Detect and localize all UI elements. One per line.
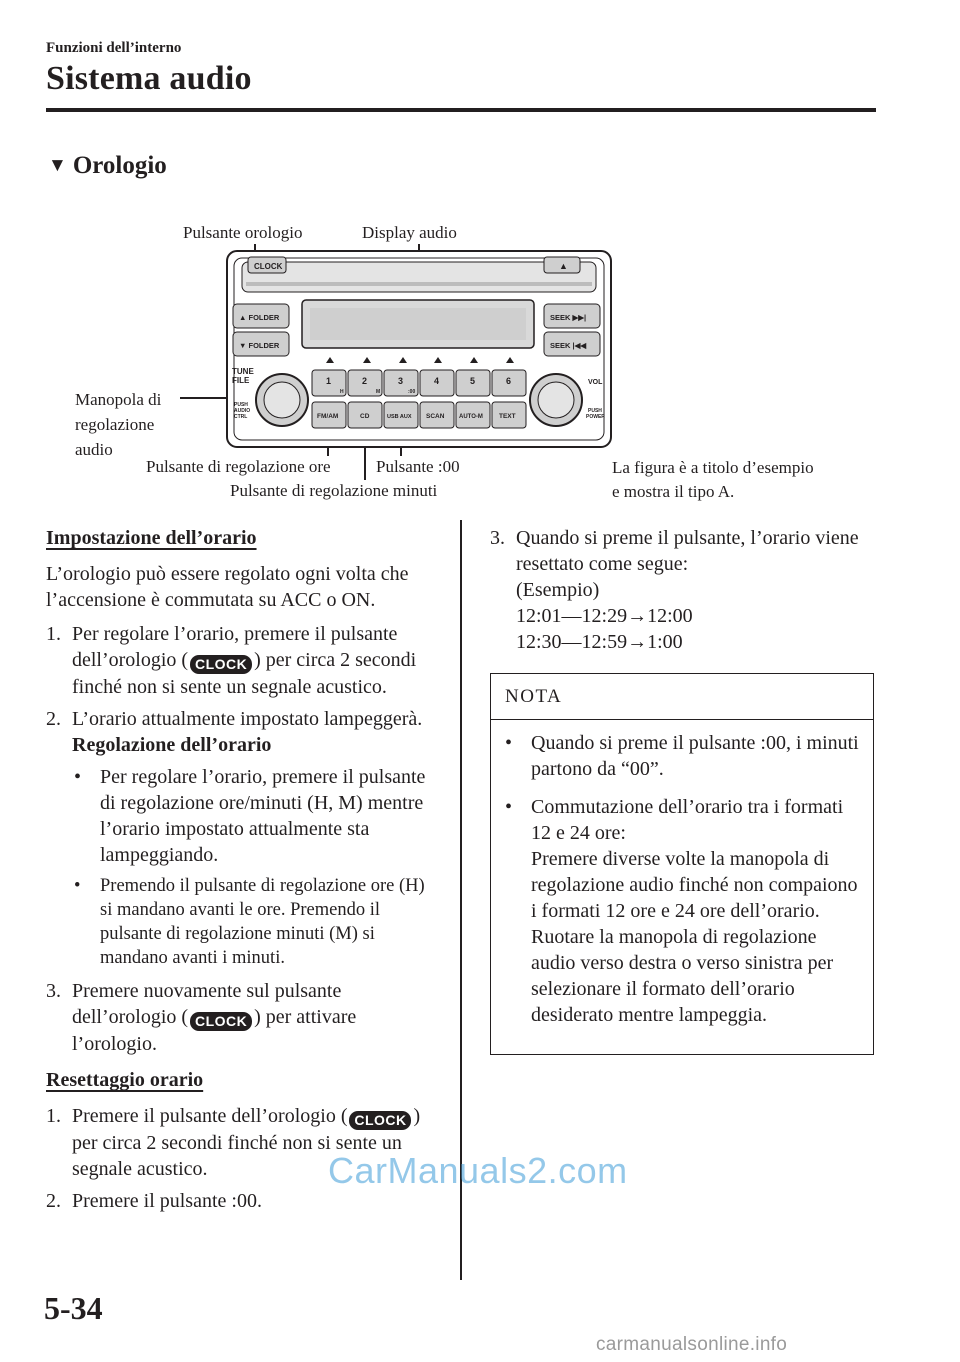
- note-bullet-1-dot: •: [505, 732, 513, 754]
- reset-step-2-text: Premere il pulsante :00.: [72, 1190, 262, 1212]
- audio-unit-illustration: [226, 250, 612, 450]
- section-heading-text: Orologio: [72, 152, 167, 179]
- section-kicker: Funzioni dell’interno: [46, 40, 182, 56]
- section-heading: [48, 152, 167, 180]
- triangle-marker-icon: ▼: [48, 155, 67, 176]
- example-line-2: 12:30—12:59→1:00: [516, 631, 683, 653]
- right-column: [490, 525, 875, 661]
- step-3-text: [72, 978, 441, 1057]
- preset-1-label: 1: [326, 376, 332, 386]
- panel-folder-up-text: ▲ FOLDER: [239, 313, 280, 322]
- label-display: Display audio: [362, 223, 457, 242]
- button-text-label: TEXT: [499, 413, 516, 420]
- note-bullet-2-text-a: Commutazione dell’orario tra i formati 12 e 24 ore:: [531, 796, 844, 844]
- preset-4-label: 4: [434, 376, 440, 386]
- note-bullet-2: [503, 794, 859, 1028]
- note-bullet-1-text: Quando si preme il pulsante :00, i minuti partono da “00”.: [531, 732, 859, 780]
- step-2-body: [72, 706, 441, 976]
- preset-3-sub: :00: [408, 389, 416, 395]
- bullet-2-dot: •: [74, 876, 81, 896]
- heading-set-time: Impostazione dell’orario: [46, 527, 257, 549]
- label-audio-knob: [75, 387, 161, 462]
- step-2-text: L’orario attualmente impostato lampeggerà.: [72, 708, 423, 730]
- figure-caption: [612, 456, 814, 504]
- step-2-subheading: Regolazione dell’orario: [72, 734, 272, 756]
- preset-5-label: 5: [470, 376, 476, 386]
- page-number: 5-34: [44, 1290, 103, 1326]
- clock-button-icon: CLOCK: [190, 655, 252, 674]
- preset-6-label: 6: [506, 376, 512, 386]
- panel-push-text: PUSH: [234, 402, 248, 408]
- note-bullet-2-text-b: Premere diverse volte la manopola di regolazione audio finché non compaiono i formati 12 ore e 24 ore dell’orario. Ruotare la manopola di regolazione audio verso destra o verso sinistra per selezionare il formato dell’orario desiderato mentre lampeggia.: [531, 848, 858, 1026]
- note-box: [490, 673, 874, 1055]
- note-bullet-2-body: [531, 794, 859, 1028]
- step-3-text-b: ) per attivare l’orologio.: [72, 1006, 357, 1055]
- panel-audio-text: AUDIO: [234, 408, 251, 414]
- panel-file-text: FILE: [232, 376, 250, 385]
- bullet-2-text: Premendo il pulsante di regolazione ore (H) si mandano avanti le ore. Premendo il pulsante di regolazione minuti (M) si mandano avanti i minuti.: [100, 876, 425, 968]
- page-title: Sistema audio: [46, 60, 252, 97]
- panel-seek-down-text: SEEK |◀◀: [550, 341, 587, 350]
- panel-clock-text: CLOCK: [254, 262, 283, 271]
- reset-step-2-number: 2.: [46, 1190, 61, 1212]
- panel-folder-down-text: ▼ FOLDER: [239, 341, 280, 350]
- label-audio-knob-line3: audio: [75, 440, 113, 459]
- figure-caption-line1: La figura è a titolo d’esempio: [612, 458, 814, 477]
- heading-reset-time: Resettaggio orario: [46, 1069, 204, 1091]
- clock-button-icon: CLOCK: [349, 1111, 411, 1130]
- bullet-2: [72, 874, 441, 970]
- bullet-1: [72, 764, 441, 868]
- preset-2-sub: M: [376, 389, 381, 395]
- watermark-footer: carmanualsonline.info: [596, 1334, 788, 1355]
- step-1-text-b: ) per circa 2 secondi finché non si sente un segnale acustico.: [72, 649, 417, 698]
- left-column: [46, 525, 441, 1220]
- note-bullet-1: [503, 730, 859, 782]
- panel-power-push-text: PUSH: [588, 408, 602, 414]
- step-1-number: 1.: [46, 623, 61, 645]
- button-cd-label: CD: [360, 413, 370, 420]
- clock-button-icon: CLOCK: [190, 1012, 252, 1031]
- panel-tune-text: TUNE: [232, 367, 254, 376]
- intro-paragraph: L’orologio può essere regolato ogni volta che l’accensione è commutata su ACC o ON.: [46, 563, 409, 611]
- panel-power-text: POWER: [586, 414, 605, 420]
- panel-vol-text: VOL: [588, 379, 603, 386]
- label-hour-button: Pulsante di regolazione ore: [146, 457, 331, 476]
- panel-ctrl-text: CTRL: [234, 414, 248, 420]
- example-label: (Esempio): [516, 579, 600, 601]
- button-autom-label: AUTO-M: [459, 414, 483, 420]
- step-1: [46, 621, 441, 700]
- title-rule: [46, 108, 876, 112]
- reset-step-3: [490, 525, 875, 655]
- label-minute-button: Pulsante di regolazione minuti: [230, 481, 438, 500]
- step-2: [46, 706, 441, 976]
- button-usb-aux-label: USB AUX: [387, 414, 412, 420]
- reset-step-3-number: 3.: [490, 527, 505, 549]
- note-bullet-2-dot: •: [505, 796, 513, 818]
- reset-step-3-text: Quando si preme il pulsante, l’orario viene resettato come segue:: [516, 527, 859, 575]
- figure-caption-line2: e mostra il tipo A.: [612, 482, 735, 501]
- label-audio-knob-line1: Manopola di: [75, 390, 162, 409]
- note-title: NOTA: [491, 674, 873, 720]
- label-clock-button: Pulsante orologio: [183, 223, 303, 242]
- step-1-text-a: Per regolare l’orario, premere il pulsante dell’orologio (: [72, 623, 398, 671]
- label-zero-button: Pulsante :00: [376, 457, 460, 476]
- step-3: [46, 978, 441, 1057]
- panel-seek-up-text: SEEK ▶▶|: [550, 313, 587, 322]
- panel-eject-text: ▲: [559, 261, 568, 271]
- example-line-1: 12:01—12:29→12:00: [516, 605, 693, 627]
- step-2-number: 2.: [46, 708, 61, 730]
- step-1-text: [72, 621, 441, 700]
- button-fmam-label: FM/AM: [317, 413, 339, 420]
- preset-1-sub: H: [340, 389, 344, 395]
- preset-2-label: 2: [362, 376, 368, 386]
- preset-3-label: 3: [398, 376, 404, 386]
- watermark-main: CarManuals2.com: [328, 1150, 628, 1191]
- bullet-1-dot: •: [74, 766, 82, 788]
- button-scan-label: SCAN: [426, 413, 445, 420]
- reset-step-1-number: 1.: [46, 1105, 61, 1127]
- label-audio-knob-line2: regolazione: [75, 415, 155, 434]
- note-body: [491, 720, 873, 1028]
- reset-step-1-text-b: ) per circa 2 secondi finché non si sente un segnale acustico.: [72, 1105, 421, 1180]
- step-3-number: 3.: [46, 980, 61, 1002]
- reset-step-3-body: [516, 525, 875, 655]
- reset-step-1-text-a: Premere il pulsante dell’orologio (: [72, 1105, 348, 1127]
- step-3-text-a: Premere nuovamente sul pulsante dell’orologio (: [72, 980, 342, 1028]
- bullet-1-text: Per regolare l’orario, premere il pulsante di regolazione ore/minuti (H, M) mentre l’orario impostato attualmente sta lampeggiando.: [100, 766, 426, 866]
